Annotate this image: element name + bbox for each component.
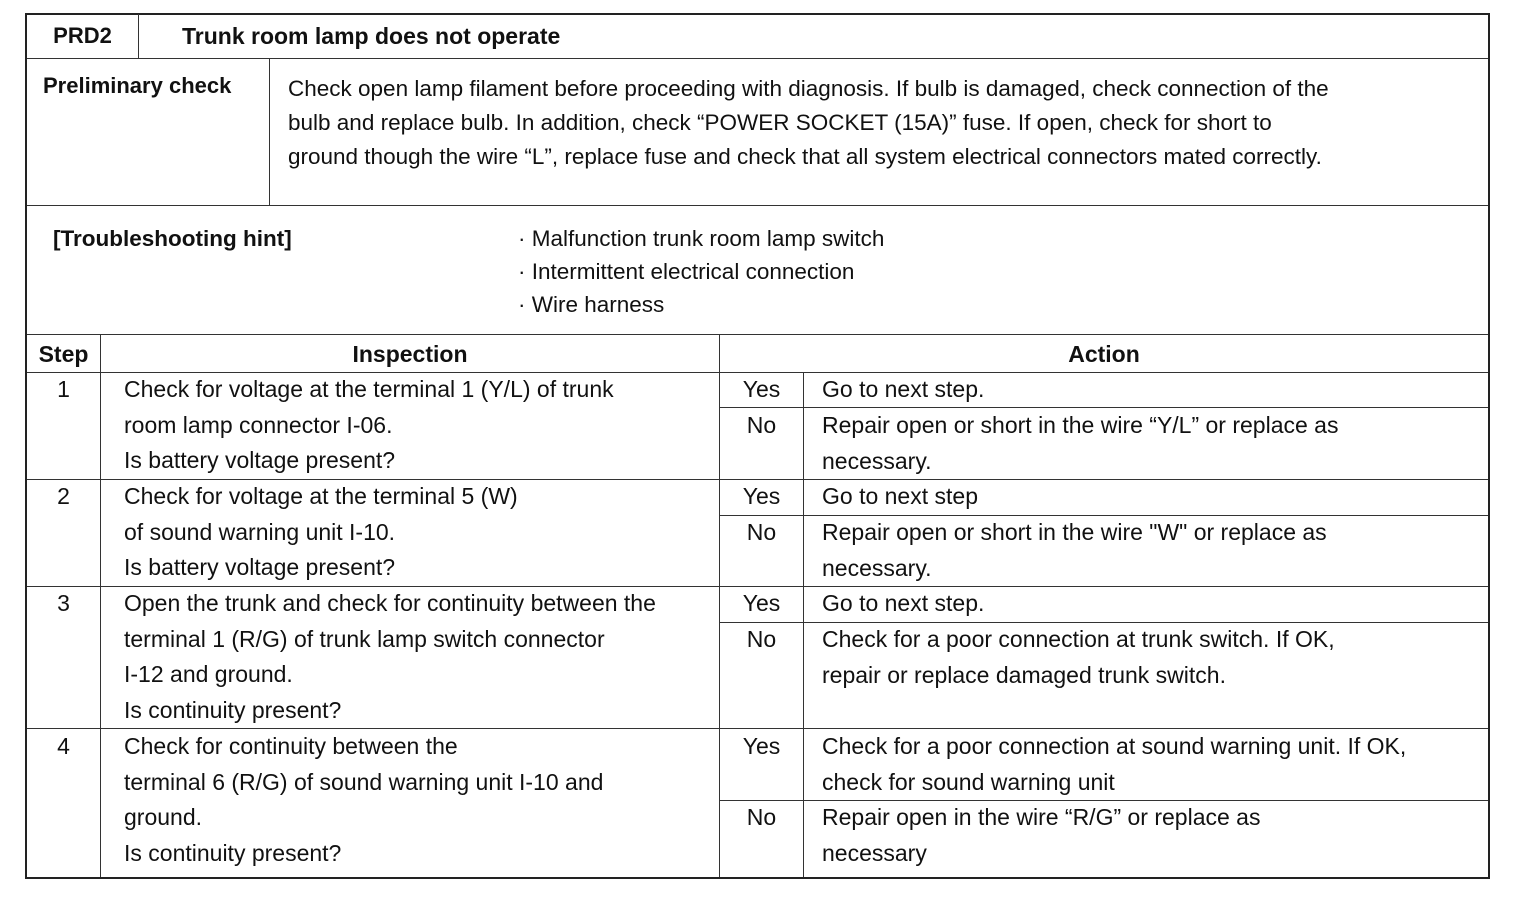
- yes-action: [822, 729, 1406, 800]
- preliminary-line: Check open lamp filament before proceeding with diagnosis. If bulb is damaged, check connection of the: [288, 76, 1329, 101]
- column-header-step: Step: [38, 341, 89, 367]
- inspection-line: terminal 6 (R/G) of sound warning unit I-10 and: [124, 768, 604, 795]
- step-number: 3: [57, 590, 70, 616]
- no-label: No: [746, 804, 777, 830]
- inspection-line: Is continuity present?: [124, 839, 342, 866]
- troubleshooting-hint-list: [518, 222, 884, 321]
- preliminary-line: bulb and replace bulb. In addition, check “POWER SOCKET (15A)” fuse. If open, check for short to: [288, 110, 1272, 135]
- inspection-line: ground.: [124, 804, 203, 830]
- troubleshooting-hint-label: [Troubleshooting hint]: [53, 226, 292, 251]
- yes-action: Go to next step: [822, 483, 978, 509]
- procedure-title: Trunk room lamp does not operate: [182, 23, 561, 49]
- hint-item: · Malfunction trunk room lamp switch: [518, 226, 885, 251]
- yes-label: Yes: [742, 733, 781, 759]
- action-line: necessary.: [822, 447, 932, 474]
- no-action: [822, 515, 1327, 586]
- step-column-divider: [100, 334, 101, 877]
- procedure-code: PRD2: [53, 23, 112, 48]
- hint-item: · Wire harness: [518, 292, 665, 317]
- preliminary-line: ground though the wire “L”, replace fuse and check that all system electrical connectors mated correctly.: [288, 144, 1322, 169]
- action-line: necessary: [822, 839, 927, 866]
- hint-item: · Intermittent electrical connection: [518, 259, 855, 284]
- yes-action: Go to next step.: [822, 590, 985, 616]
- action-line: Repair open or short in the wire “Y/L” or replace as: [822, 412, 1339, 438]
- inspection-line: Check for continuity between the: [124, 733, 458, 759]
- action-line: Check for a poor connection at sound warning unit. If OK,: [822, 733, 1407, 759]
- column-header-action: Action: [1068, 341, 1140, 367]
- inspection-line: I-12 and ground.: [124, 661, 293, 687]
- step-number: 2: [57, 483, 70, 509]
- no-label: No: [746, 519, 777, 545]
- action-line: repair or replace damaged trunk switch.: [822, 661, 1226, 688]
- preliminary-divider: [269, 58, 270, 206]
- no-action: [822, 622, 1335, 693]
- action-line: Repair open or short in the wire "W" or replace as: [822, 519, 1327, 545]
- no-label: No: [746, 626, 777, 652]
- no-action: [822, 800, 1260, 871]
- step-number: 4: [57, 733, 70, 759]
- no-action: [822, 408, 1338, 479]
- inspection-line: Check for voltage at the terminal 5 (W): [124, 483, 518, 509]
- action-line: check for sound warning unit: [822, 768, 1115, 795]
- inspection-text: [124, 729, 603, 871]
- yes-label: Yes: [742, 376, 781, 402]
- yes-label: Yes: [742, 483, 781, 509]
- divider: [27, 58, 1488, 59]
- no-label: No: [746, 412, 777, 438]
- inspection-line: of sound warning unit I-10.: [124, 518, 396, 545]
- inspection-line: terminal 1 (R/G) of trunk lamp switch connector: [124, 625, 605, 652]
- preliminary-check-label: Preliminary check: [43, 73, 232, 98]
- divider: [27, 334, 1488, 335]
- action-line: Check for a poor connection at trunk switch. If OK,: [822, 626, 1335, 652]
- inspection-text: [124, 479, 518, 586]
- action-line: Repair open in the wire “R/G” or replace as: [822, 804, 1261, 830]
- inspection-text: [124, 586, 656, 728]
- inspection-line: Is battery voltage present?: [124, 554, 396, 580]
- column-header-inspection: Inspection: [352, 341, 468, 367]
- divider: [27, 205, 1488, 206]
- inspection-line: Check for voltage at the terminal 1 (Y/L) of trunk: [124, 376, 614, 402]
- preliminary-check-text: [288, 72, 1329, 174]
- inspection-text: [124, 372, 614, 479]
- yes-label: Yes: [742, 590, 781, 616]
- header-divider: [138, 14, 139, 58]
- yes-action: Go to next step.: [822, 376, 985, 402]
- action-line: necessary.: [822, 554, 932, 581]
- inspection-line: Open the trunk and check for continuity between the: [124, 590, 656, 616]
- action-column-divider: [803, 372, 804, 877]
- inspection-line: Is continuity present?: [124, 696, 342, 723]
- inspection-line: room lamp connector I-06.: [124, 411, 393, 438]
- inspection-line: Is battery voltage present?: [124, 447, 396, 473]
- step-number: 1: [57, 376, 70, 402]
